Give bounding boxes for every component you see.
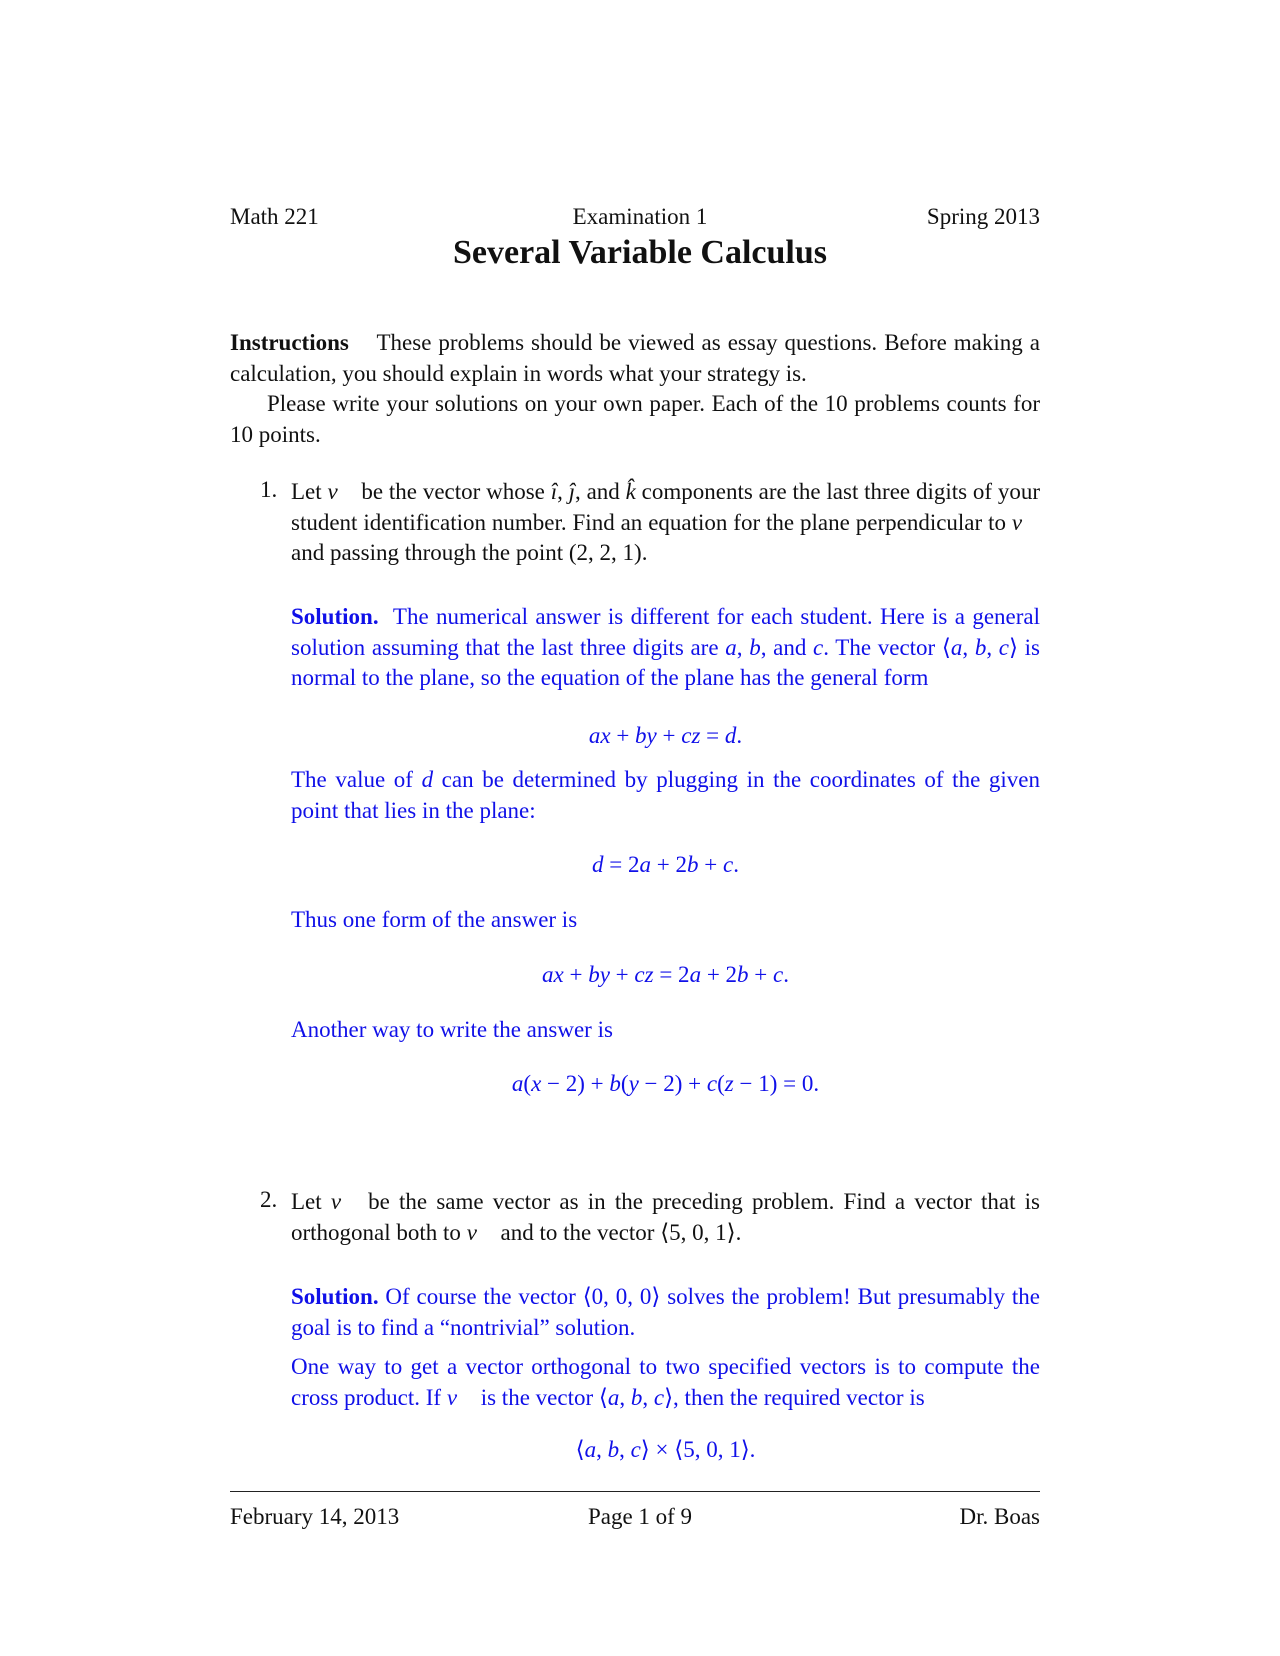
course-label: Math 221 [230,204,319,229]
instructions-label: Instructions [230,330,349,355]
problem-1-solution-d: The value of d can be determined by plugging in the coordinates of the given point that lies in the plane: [291,767,1040,823]
equation-answer-form-2: a(x − 2) + b(y − 2) + c(z − 1) = 0. [511,1071,820,1096]
page-title: Several Variable Calculus [452,234,828,271]
problem-1-number: 1. [260,477,278,502]
equation-d-value: d = 2a + 2b + c. [592,852,739,877]
problem-2-number: 2. [260,1187,278,1212]
problem-1-another: Another way to write the answer is [291,1017,613,1042]
solution-label-2: Solution. [291,1284,379,1309]
problem-2-solution-intro: Solution. Of course the vector ⟨0, 0, 0⟩ solves the problem! But presumably the goal is to find a “nontrivial” solution. [291,1284,1040,1340]
footer-author: Dr. Boas [959,1504,1040,1529]
equation-cross-product: ⟨a, b, c⟩ × ⟨5, 0, 1⟩. [575,1437,756,1462]
solution-label-1: Solution. [291,604,379,629]
footer-date: February 14, 2013 [230,1504,400,1529]
problem-2-solution-cross: One way to get a vector orthogonal to two specified vectors is to compute the cross product. If v⃗ is the vector ⟨a, b, c⟩, then the required vector is [291,1354,1040,1410]
equation-answer-form-1: ax + by + cz = 2a + 2b + c. [542,962,789,987]
instructions-text: These problems should be viewed as essay questions. Before making a calculation, you should explain in words what your strategy is. [230,330,1040,386]
problem-1-thus: Thus one form of the answer is [291,907,578,932]
footer-page: Page 1 of 9 [587,1504,693,1529]
term-label: Spring 2013 [926,204,1040,229]
instructions-paragraph-2: Please write your solutions on your own paper. Each of the 10 problems counts for 10 points. [230,391,1040,447]
exam-label: Examination 1 [572,204,708,229]
problem-1-solution-intro: Solution. The numerical answer is different for each student. Here is a general solution assuming that the last three digits are a, b, and c. The vector ⟨a, b, c⟩ is normal to the plane, so the equation of the plane has the general form [291,604,1041,690]
instructions-paragraph [230,328,1040,389]
footer-rule [230,1491,1040,1492]
equation-plane-general: ax + by + cz = d. [588,723,743,748]
problem-1-statement: Let v⃗ be the vector whose î, ĵ, and k̂ components are the last three digits of your student identification number. Find an equation for the plane perpendicular to v⃗ and passing through the point (2, 2, 1). [291,479,1041,565]
problem-2-statement: Let v⃗ be the same vector as in the preceding problem. Find a vector that is orthogonal both to v⃗ and to the vector ⟨5, 0, 1⟩. [291,1189,1040,1245]
